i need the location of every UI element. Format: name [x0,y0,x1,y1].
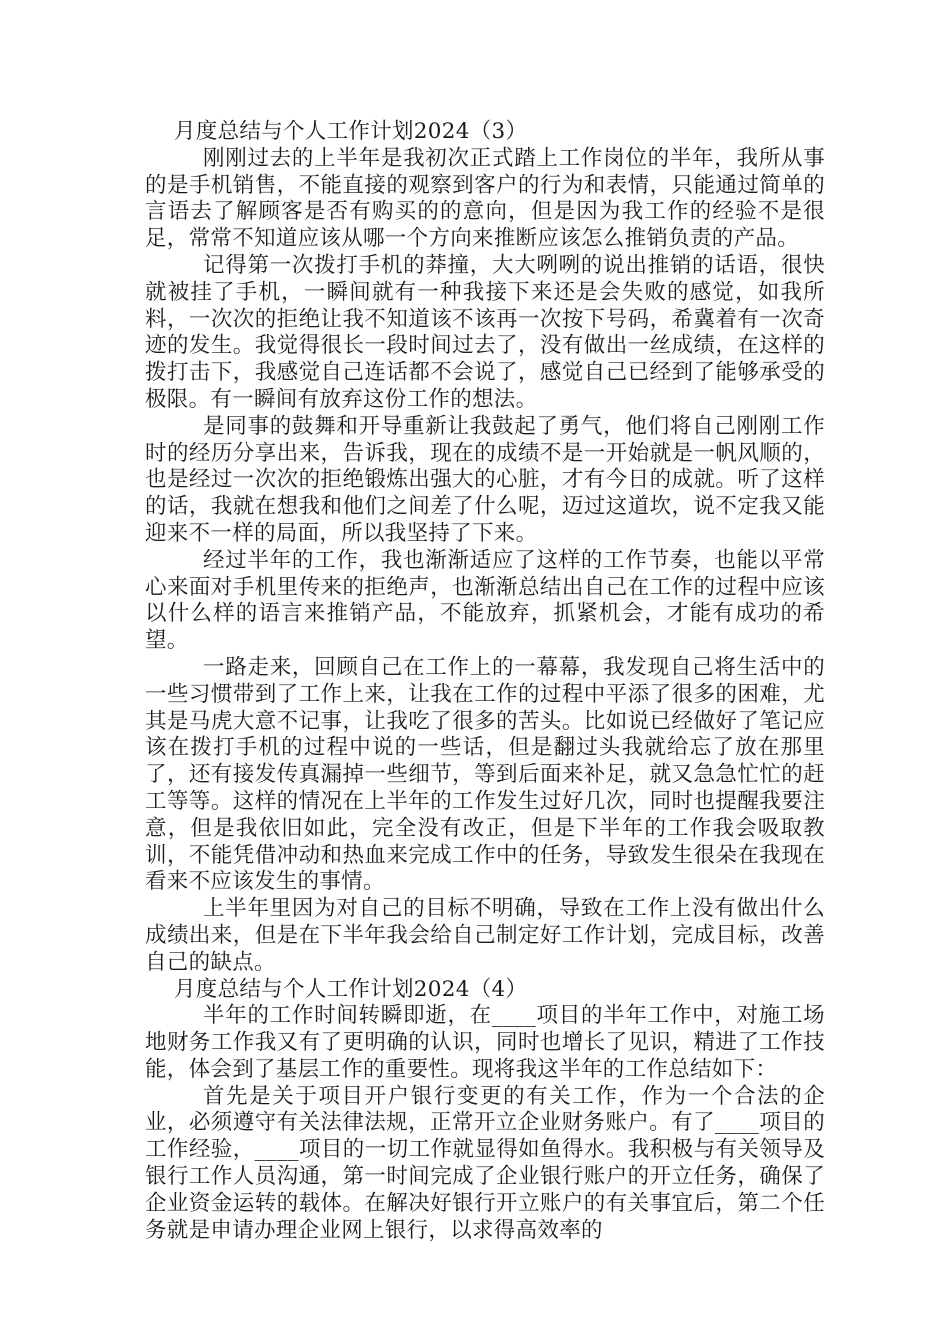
paragraph: 一路走来，回顾自己在工作上的一幕幕，我发现自己将生活中的一些习惯带到了工作上来，让我在工作的过程中平添了很多的困难，尤其是马虎大意不记事，让我吃了很多的苦头。比如说已经做好了笔记应该在拨打手机的过程中说的一些话，但是翻过头我就给忘了放在那里了，还有接发传真漏掉一些细节，等到后面来补足，就又急急忙忙的赶工等等。这样的情况在上半年的工作发生过好几次，同时也提醒我要注意，但是我依旧如此，完全没有改正，但是下半年的工作我会吸取教训，不能凭借冲动和热血来完成工作中的任务，导致发生很朵在我现在看来不应该发生的事情。 [145,654,825,895]
paragraph: 记得第一次拨打手机的莽撞，大大咧咧的说出推销的话语，很快就被挂了手机，一瞬间就有一种我接下来还是会失败的感觉，如我所料，一次次的拒绝让我不知道该不该再一次按下号码，希冀着有一次奇迹的发生。我觉得很长一段时间过去了，没有做出一丝成绩，在这样的拨打击下，我感觉自己连话都不会说了，感觉自己已经到了能够承受的极限。有一瞬间有放弃这份工作的想法。 [145,252,825,412]
section-heading-4: 月度总结与个人工作计划2024（4） [174,976,528,1002]
paragraph: 刚刚过去的上半年是我初次正式踏上工作岗位的半年，我所从事的是手机销售，不能直接的观察到客户的行为和表情，只能通过简单的言语去了解顾客是否有购买的的意向，但是因为我工作的经验不是很足，常常不知道应该从哪一个方向来推断应该怎么推销负责的产品。 [145,145,825,252]
paragraph: 上半年里因为对自己的目标不明确，导致在工作上没有做出什么成绩出来，但是在下半年我会给自己制定好工作计划，完成目标，改善自己的缺点。 [145,896,825,975]
paragraph: 经过半年的工作，我也渐渐适应了这样的工作节奏，也能以平常心来面对手机里传来的拒绝声，也渐渐总结出自己在工作的过程中应该以什么样的语言来推销产品，不能放弃，抓紧机会，才能有成功的希望。 [145,547,825,654]
document-body [145,119,825,1244]
paragraph: 首先是关于项目开户银行变更的有关工作，作为一个合法的企业，必须遵守有关法律法规，正常开立企业财务账户。有了____项目的工作经验，____项目的一切工作就显得如鱼得水。我积极与有关领导及银行工作人员沟通，第一时间完成了企业银行账户的开立任务，确保了企业资金运转的载体。在解决好银行开立账户的有关事宜后，第二个任务就是申请办理企业网上银行，以求得高效率的 [145,1083,825,1243]
section-heading-3: 月度总结与个人工作计划2024（3） [174,119,528,144]
paragraph: 是同事的鼓舞和开导重新让我鼓起了勇气，他们将自己刚刚工作时的经历分享出来，告诉我，现在的成绩不是一开始就是一帆风顺的，也是经过一次次的拒绝锻炼出强大的心脏，才有今日的成就。听了这样的话，我就在想我和他们之间差了什么呢，迈过这道坎，说不定我又能迎来不一样的局面，所以我坚持了下来。 [145,413,825,546]
paragraph: 半年的工作时间转瞬即逝，在____项目的半年工作中，对施工场地财务工作我又有了更明确的认识，同时也增长了见识，精进了工作技能，体会到了基层工作的重要性。现将我这半年的工作总结如下： [145,1003,825,1082]
